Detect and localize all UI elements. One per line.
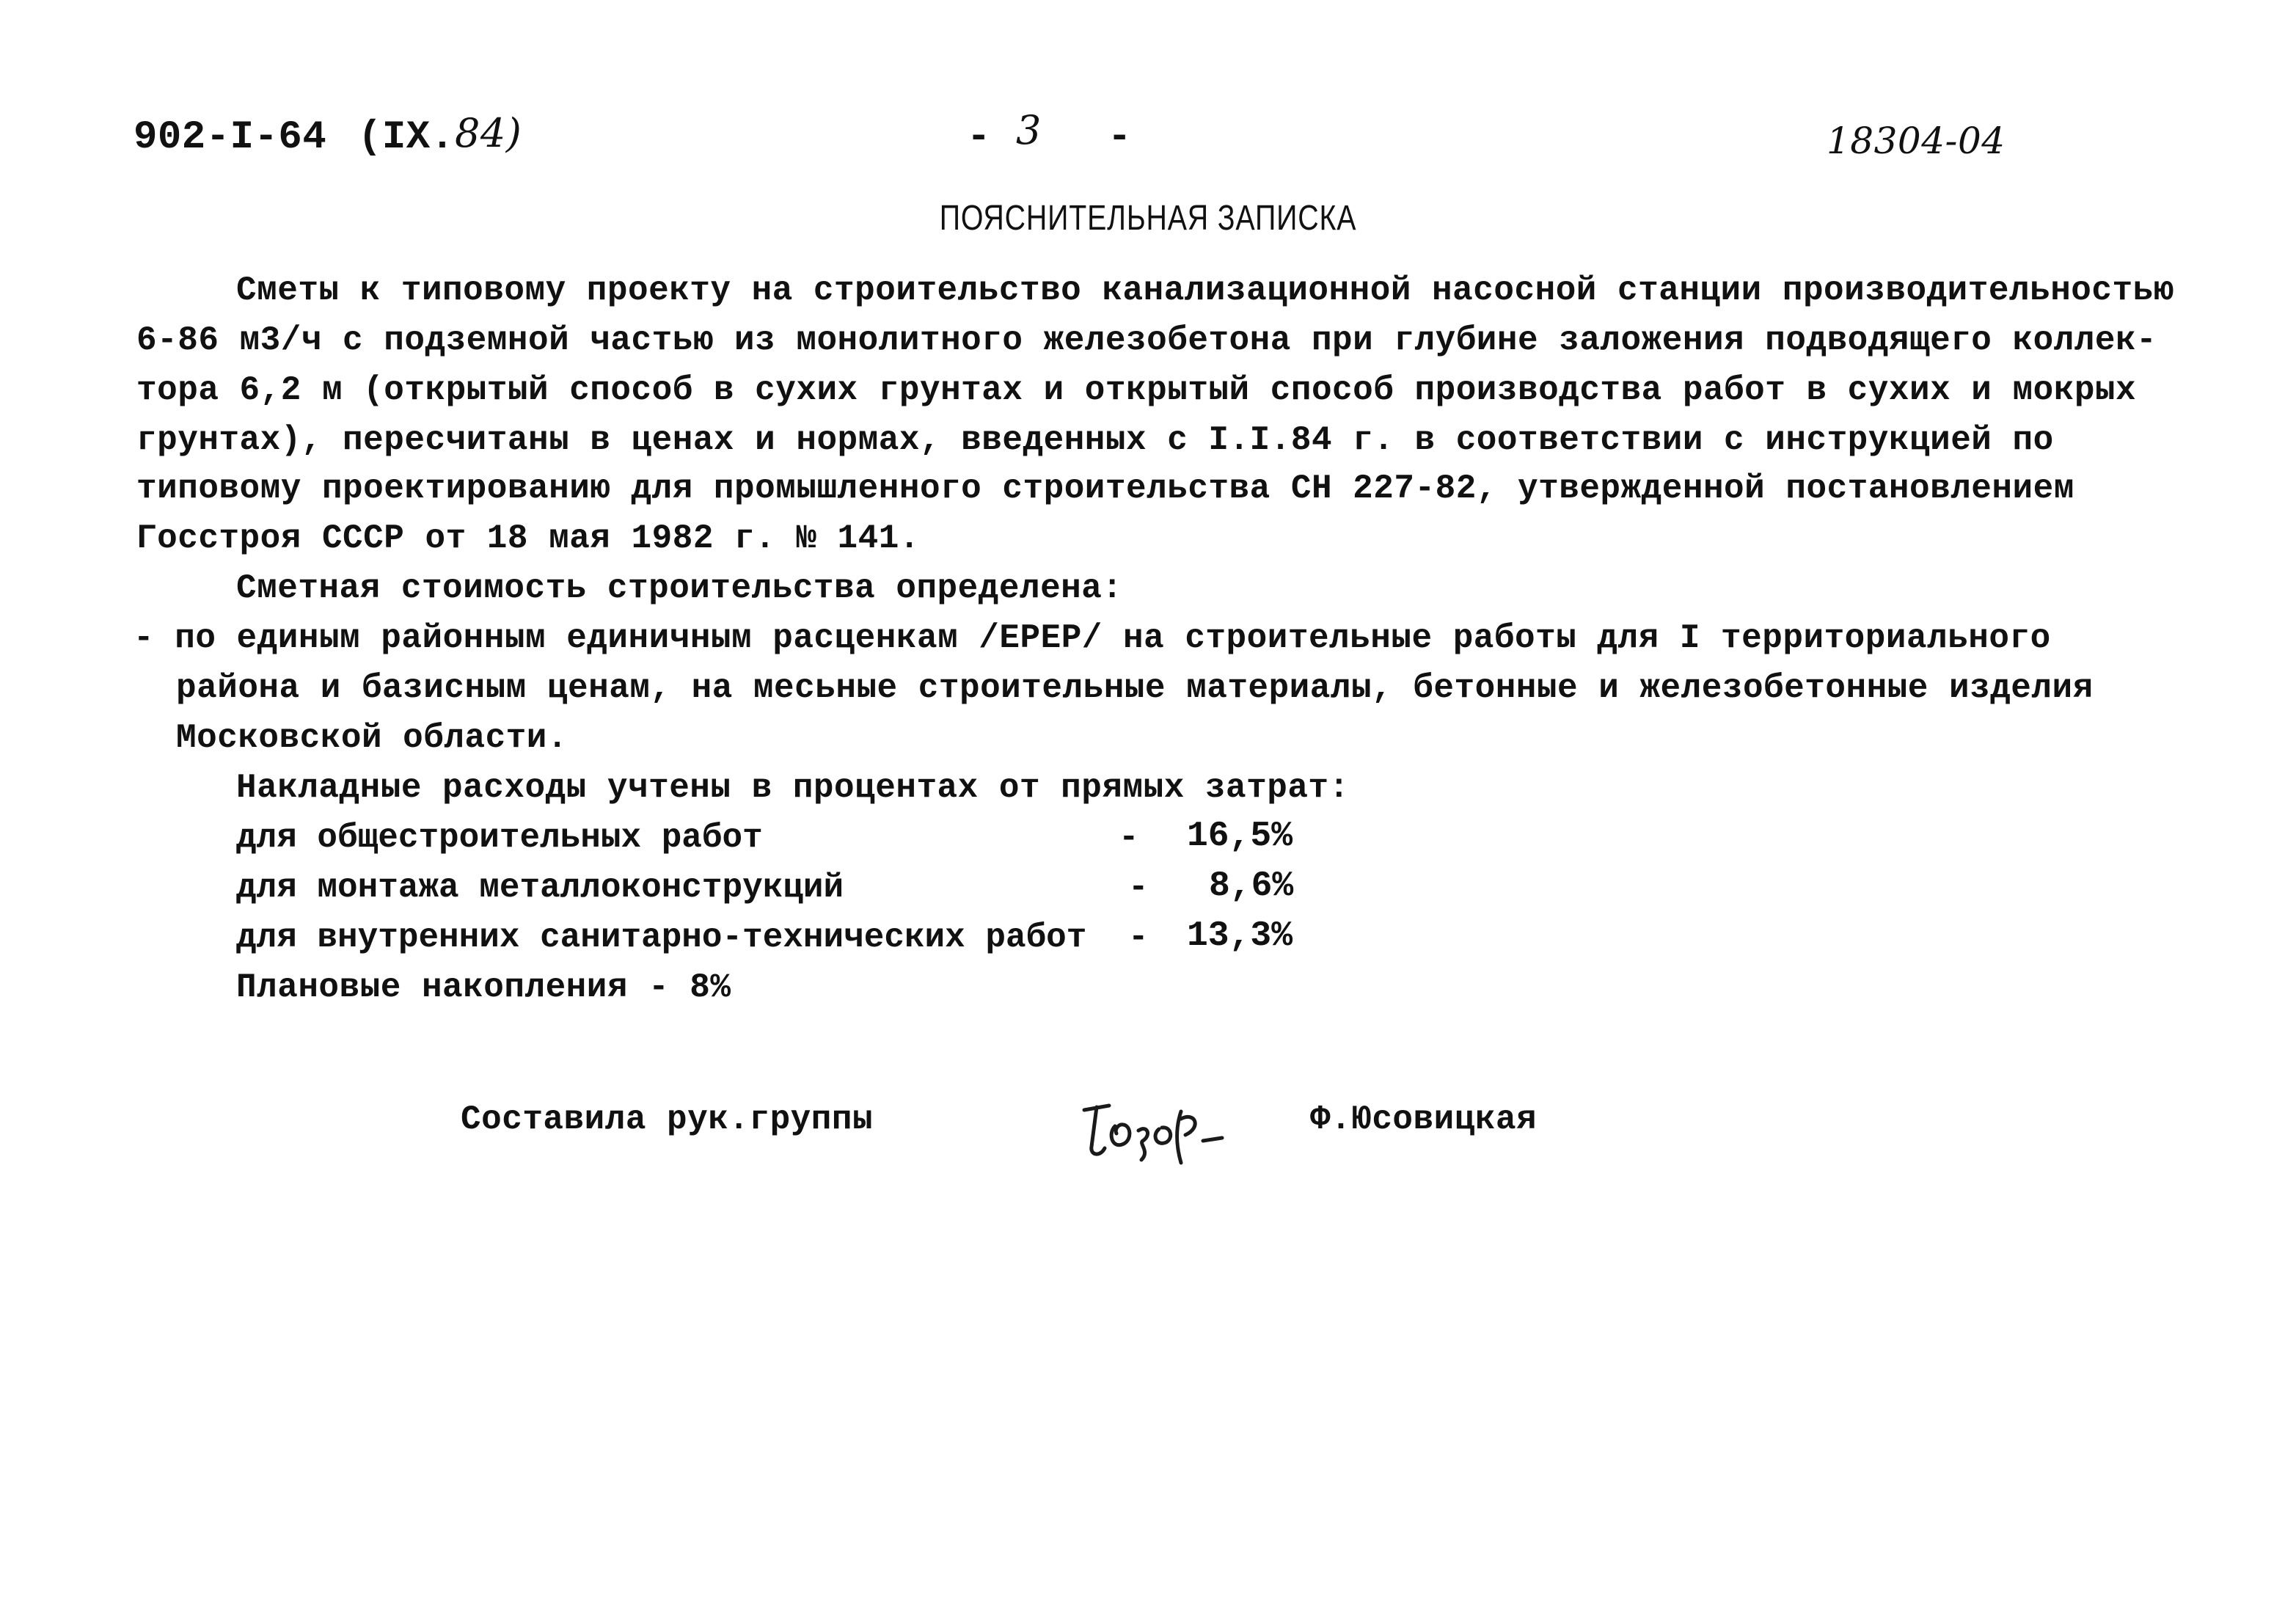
paragraph-1-line-1: Сметы к типовому проекту на строительство канализационной насосной станции производительностью: [236, 271, 2174, 310]
document-title: ПОЯСНИТЕЛЬНАЯ ЗАПИСКА: [939, 199, 1357, 238]
doc-date: (IX.: [358, 115, 455, 160]
overhead-value-general: 16,5%: [1187, 817, 1293, 856]
paragraph-2: Сметная стоимость строительства определена:: [236, 569, 1123, 607]
paragraph-1-line-3: тора 6,2 м (открытый способ в сухих грунтах и открытый способ производства работ в сухих и мокрых: [136, 371, 2137, 409]
paragraph-1-line-6: Госстроя СССР от 18 мая 1982 г. № 141.: [136, 519, 920, 558]
paragraph-3-line-3: Московской области.: [176, 719, 568, 757]
paragraph-3-line-2: района и базисным ценам, на месьные строительные материалы, бетонные и железобетонные изделия: [176, 669, 2094, 707]
paragraph-1-line-5: типовому проектированию для промышленного строительства СН 227-82, утвержденной постановлением: [136, 470, 2074, 508]
overhead-dash-general: -: [1119, 819, 1139, 857]
page-number: 3: [1016, 107, 1042, 153]
planned-savings: Плановые накопления - 8%: [236, 968, 731, 1007]
paragraph-3-line-1: - по единым районным единичным расценкам /ЕРЕР/ на строительные работы для I территориального: [134, 619, 2051, 657]
paragraph-1-line-2: 6-86 м3/ч с подземной частью из монолитного железобетона при глубине заложения подводящего коллек-: [136, 321, 2157, 359]
overhead-dash-metal: -: [1128, 869, 1149, 907]
compiled-by-label: Составила рук.группы: [461, 1100, 874, 1139]
doc-date-handwritten: 84): [455, 110, 522, 156]
doc-code: 902-I-64: [134, 115, 327, 160]
page-number-dash-left: -: [967, 115, 991, 160]
archive-number: 18304-04: [1827, 120, 2006, 162]
page-number-dash-right: -: [1108, 115, 1132, 160]
overhead-label-general: для общестроительных работ: [236, 819, 763, 857]
overhead-label-metal: для монтажа металлоконструкций: [236, 869, 844, 907]
signatory-name: Ф.Юсовицкая: [1310, 1100, 1538, 1139]
overhead-value-sanitary: 13,3%: [1187, 916, 1293, 956]
overhead-label-sanitary: для внутренних санитарно-технических работ: [236, 919, 1087, 957]
overhead-dash-sanitary: -: [1128, 919, 1149, 957]
overhead-value-metal: 8,6%: [1209, 866, 1294, 906]
paragraph-1-line-4: грунтах), пересчитаны в ценах и нормах, введенных с I.I.84 г. в соответствии с инструкцией по: [136, 421, 2054, 459]
paragraph-4: Накладные расходы учтены в процентах от прямых затрат:: [236, 769, 1350, 807]
signature: [1071, 1089, 1247, 1170]
